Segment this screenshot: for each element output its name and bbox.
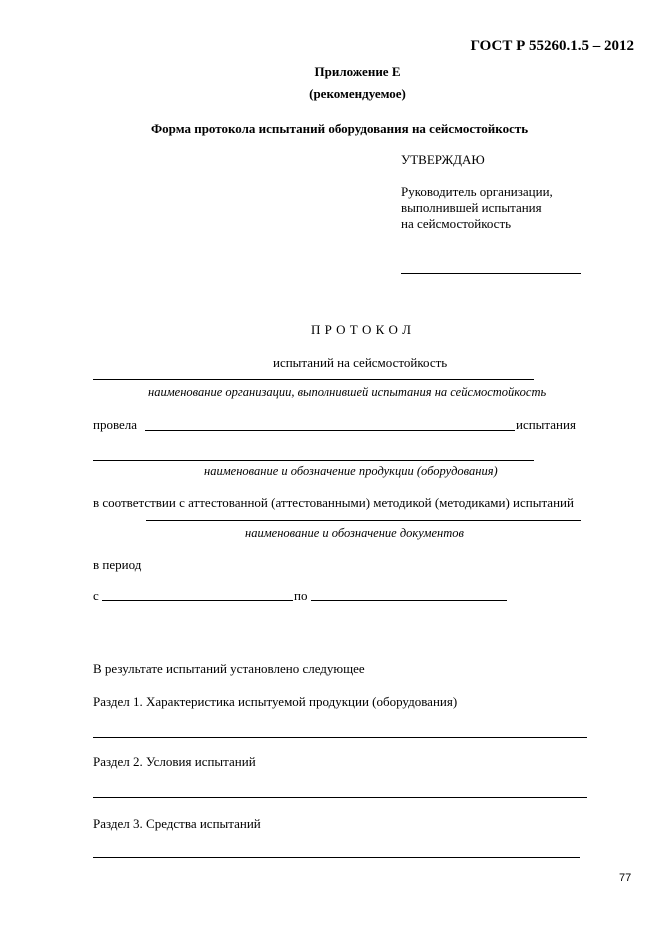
protocol-title: П Р О Т О К О Л bbox=[311, 322, 412, 337]
documents-hint: наименование и обозначение документов bbox=[245, 526, 464, 540]
from-label: с bbox=[93, 588, 99, 603]
protocol-subtitle: испытаний на сейсмостойкость bbox=[273, 355, 448, 370]
approver-line-3: на сейсмостойкость bbox=[401, 216, 512, 231]
tests-label: испытания bbox=[516, 417, 576, 432]
to-label: по bbox=[294, 588, 308, 603]
accordance-text: в соответствии с аттестованной (аттестованными) методикой (методиками) испытаний bbox=[93, 495, 574, 510]
approver-line-1: Руководитель организации, bbox=[401, 184, 553, 199]
approver-line-2: выполнившей испытания bbox=[401, 200, 542, 215]
conducted-line[interactable] bbox=[145, 430, 515, 431]
form-title: Форма протокола испытаний оборудования на сейсмостойкость bbox=[151, 121, 529, 136]
document-code: ГОСТ Р 55260.1.5 – 2012 bbox=[470, 38, 634, 54]
product-line[interactable] bbox=[93, 460, 534, 461]
section-3-line[interactable] bbox=[93, 857, 580, 858]
product-hint: наименование и обозначение продукции (оборудования) bbox=[204, 464, 498, 478]
section-2-line[interactable] bbox=[93, 797, 587, 798]
section-1-label: Раздел 1. Характеристика испытуемой продукции (оборудования) bbox=[93, 694, 458, 709]
organization-line[interactable] bbox=[93, 379, 534, 380]
signature-line[interactable] bbox=[401, 273, 581, 274]
appendix-subtitle: (рекомендуемое) bbox=[309, 86, 406, 101]
conducted-label: провела bbox=[93, 417, 138, 432]
period-label: в период bbox=[93, 557, 142, 572]
documents-line[interactable] bbox=[146, 520, 581, 521]
date-from-line[interactable] bbox=[102, 600, 293, 601]
date-to-line[interactable] bbox=[311, 600, 507, 601]
results-intro: В результате испытаний установлено следующее bbox=[93, 661, 365, 676]
section-3-label: Раздел 3. Средства испытаний bbox=[93, 816, 261, 831]
approve-label: УТВЕРЖДАЮ bbox=[401, 152, 485, 167]
section-2-label: Раздел 2. Условия испытаний bbox=[93, 754, 256, 769]
appendix-title: Приложение Е bbox=[314, 64, 401, 79]
section-1-line[interactable] bbox=[93, 737, 587, 738]
organization-hint: наименование организации, выполнившей испытания на сейсмостойкость bbox=[148, 385, 547, 399]
page-number: 77 bbox=[619, 872, 632, 884]
